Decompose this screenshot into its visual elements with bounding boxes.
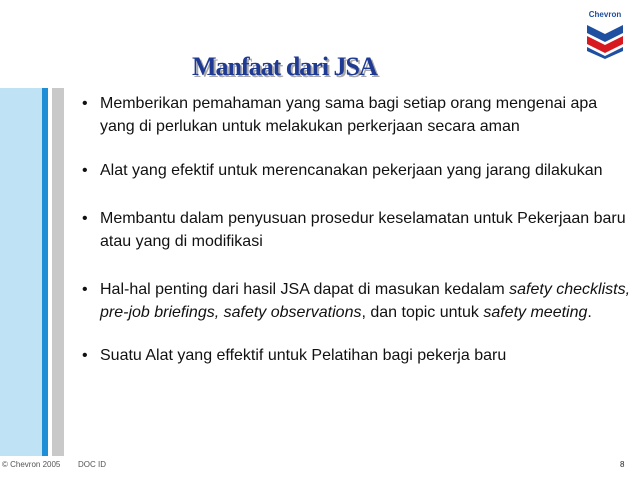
left-decor-stripe-gray: [52, 88, 64, 456]
chevron-logo-icon: [587, 21, 623, 59]
bullet-text: Suatu Alat yang effektif untuk Pelatihan bagi pekerja baru: [100, 347, 507, 364]
footer-doc-id: DOC ID: [78, 460, 106, 469]
bullet-item: [80, 159, 632, 182]
bullet-list: [80, 92, 632, 367]
bullet-dot: •: [82, 347, 88, 364]
footer-copyright: © Chevron 2005: [2, 460, 61, 469]
bullet-dot: •: [82, 210, 88, 227]
left-decor-stripe-blue: [42, 88, 48, 456]
bullet-text-italic: safety checklists, pre-job briefings, safety observations: [100, 281, 631, 321]
bullet-text: Memberikan pemahaman yang sama bagi setiap orang mengenai apa yang di perlukan untuk melakukan perkerjaan secara aman: [100, 95, 598, 135]
bullet-text-part: Hal-hal penting dari hasil JSA dapat di masukan kedalam: [100, 281, 510, 298]
bullet-text-italic: safety meeting: [483, 304, 588, 321]
bullet-dot: •: [82, 281, 88, 298]
footer-page-number: 8: [620, 460, 625, 469]
bullet-dot: •: [82, 95, 88, 112]
bullet-text-part: , dan topic untuk: [361, 304, 484, 321]
slide-title: Manfaat dari JSA: [192, 52, 377, 81]
bullet-item: [80, 92, 632, 138]
bullet-text: Membantu dalam penyusuan prosedur keselamatan untuk Pekerjaan baru atau yang di modifikasi: [100, 210, 626, 250]
bullet-text: Alat yang efektif untuk merencanakan pekerjaan yang jarang dilakukan: [100, 162, 603, 179]
bullet-item: [80, 344, 632, 367]
chevron-logo: [584, 10, 626, 60]
bullet-text: [100, 281, 630, 321]
logo-wordmark: Chevron: [588, 10, 622, 19]
bullet-item: [80, 278, 632, 324]
bullet-item: [80, 207, 632, 253]
bullet-text-part: .: [587, 304, 592, 321]
bullet-dot: •: [82, 162, 88, 179]
left-decor-band: [0, 88, 42, 456]
